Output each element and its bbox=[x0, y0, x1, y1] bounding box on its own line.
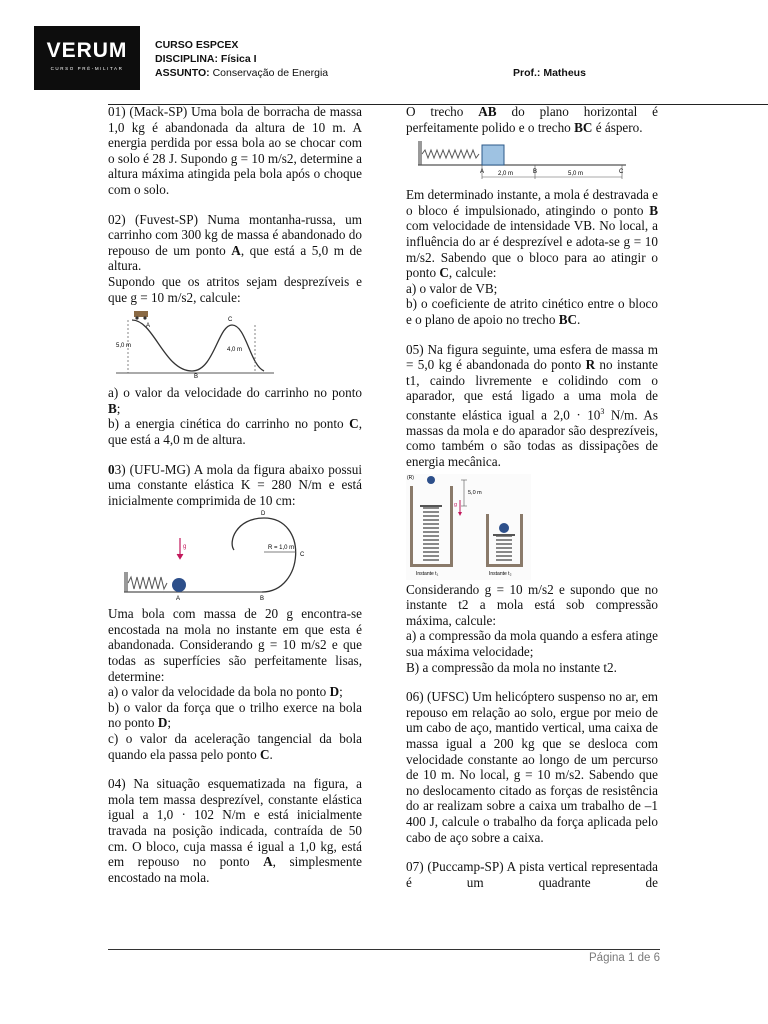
verum-logo bbox=[34, 26, 140, 90]
header-discipline: DISCIPLINA: Física I bbox=[155, 53, 257, 65]
question-4-body: Em determinado instante, a mola é destravada e o bloco é impulsionado, atingindo o ponto B com velocidade de intensidade VB. No local, a influência do ar é desprezível e adota-se g = 10 m/s2. Sabendo que o bloco para ao atingir o ponto C, calcule: bbox=[406, 187, 658, 281]
question-4-intro: 04) Na situação esquematizada na figura, a mola tem massa desprezível, constante elástica igual a 1,0 · 102 N/m e está inicialmente travada na posição indicada, contraída de 50 cm. O bloco, cuja massa é igual a 1,0 kg, está em repouso no ponto A, simplesmente encostado na mola. bbox=[108, 776, 362, 885]
logo-name: VERUM bbox=[46, 39, 128, 62]
point-a-label: A bbox=[480, 169, 485, 176]
question-2-hypothesis: Supondo que os atritos sejam desprezíveis e que g = 10 m/s2, calcule: bbox=[108, 273, 362, 305]
spring-loop-figure bbox=[124, 510, 362, 602]
question-5-intro: 05) Na figura seguinte, uma esfera de massa m = 5,0 kg é abandonada do ponto R no instante t1, caindo livremente e colidindo com o aparador, que está ligado a uma mola de constante elástica igual a $2,0 \cdot 10^3$ N/m. As massas da mola e do aparador são desprezíveis, como também o são todas as dissipações de energia mecânica. bbox=[406, 341, 659, 470]
point-b-label: B bbox=[194, 374, 199, 380]
question-2-item-a: a) o valor da velocidade do carrinho no ponto B; bbox=[108, 385, 362, 416]
question-4-item-a: a) o valor de VB; bbox=[406, 280, 498, 296]
header-course: CURSO ESPCEX bbox=[155, 39, 239, 51]
right-column bbox=[406, 104, 658, 890]
radius-label: R = 1,0 m bbox=[268, 545, 295, 552]
point-c-label: C bbox=[228, 317, 233, 324]
left-column bbox=[108, 104, 362, 899]
question-4-item-b: b) o coeficiente de atrito cinético entre o bloco e o plano de apoio no trecho BC. bbox=[406, 296, 658, 327]
question-3-item-b: b) o valor da força que o trilho exerce na bola no ponto D; bbox=[108, 699, 362, 731]
question-3-intro: 03) (UFU-MG) A mola da figura abaixo possui uma constante elástica K = 280 N/m e está inicialmente comprimida de 10 cm: bbox=[108, 461, 362, 508]
gravity-label: g bbox=[183, 544, 187, 551]
gravity-label: g bbox=[454, 501, 458, 508]
question-2-intro: 02) (Fuvest-SP) Numa montanha-russa, um carrinho com 300 kg de massa é abandonado do repouso de um ponto A, que está a 5,0 m de altura. bbox=[108, 211, 363, 274]
spring-block-figure bbox=[418, 139, 658, 183]
question-3-item-a: a) o valor da velocidade da bola no ponto D; bbox=[108, 684, 343, 700]
header-subject: ASSUNTO: Conservação de Energia bbox=[155, 67, 329, 79]
footer-rule bbox=[108, 949, 660, 950]
question-3-body: Uma bola com massa de 20 g encontra-se encostada na mola no instante em que esta é abandonada. Considerando g = 10 m/s2 e que todas as superfícies são perfeitamente lisas, determine: bbox=[108, 606, 362, 684]
distance-bc-label: 5,0 m bbox=[568, 171, 584, 178]
question-7: 07) (Puccamp-SP) A pista vertical representada é um quadrante de bbox=[406, 859, 658, 890]
question-1: 01) (Mack-SP) Uma bola de borracha de massa 1,0 kg é abandonada da altura de 10 m. A energia perdida por essa bola ao se chocar com o solo é 28 J. Supondo g = 10 m/s2, determine a altura máxima atingida pela bola após o choque com o solo. bbox=[108, 104, 362, 197]
question-4-track: O trecho AB do plano horizontal é perfeitamente polido e o trecho BC é áspero. bbox=[406, 104, 658, 135]
point-a-label: A bbox=[176, 596, 181, 603]
header-professor: Prof.: Matheus bbox=[513, 67, 586, 79]
point-d-label: D bbox=[261, 511, 266, 518]
falling-sphere-figure bbox=[406, 474, 658, 580]
question-5-item-b: B) a compressão da mola no instante t2. bbox=[406, 659, 617, 675]
page-number: Página 1 de 6 bbox=[589, 952, 660, 964]
instant-t2-label: Instante t₂ bbox=[489, 570, 512, 577]
distance-ab-label: 2,0 m bbox=[498, 171, 514, 178]
point-r-label: (R) bbox=[407, 474, 414, 481]
point-c-label: C bbox=[619, 169, 624, 176]
question-6: 06) (UFSC) Um helicóptero suspenso no ar, em repouso em relação ao solo, ergue por meio de um cabo de aço, mantido vertical, uma caixa de massa igual a 200 kg que se desloca com velocidade constante ao longo de um percurso de 10 m. No local, g = 10 m/s2. Sabendo que no deslocamento citado as forças de resistência do ar realizam sobre a caixa um trabalho de –1 400 J, calcule o trabalho da força aplicada pelo cabo de aço sobre a caixa. bbox=[406, 689, 658, 845]
question-2-item-b: b) a energia cinética do carrinho no ponto C, que está a 4,0 m de altura. bbox=[108, 416, 362, 447]
height-label: 5,0 m bbox=[468, 489, 482, 496]
roller-coaster-figure bbox=[114, 307, 362, 379]
instant-t1-label: Instante t₁ bbox=[416, 570, 439, 577]
height-a-label: 5,0 m bbox=[116, 343, 132, 350]
logo-tagline: CURSO PRÉ-MILITAR bbox=[50, 66, 124, 71]
point-b-label: B bbox=[260, 596, 265, 603]
point-a-label: A bbox=[146, 323, 151, 330]
point-b-label: B bbox=[533, 169, 538, 176]
point-c-label: C bbox=[300, 552, 305, 559]
question-5-item-a: a) a compressão da mola quando a esfera atinge sua máxima velocidade; bbox=[406, 628, 658, 660]
question-5-body: Considerando g = 10 m/s2 e supondo que no instante t2 a mola está sob compressão máxima, calcule: bbox=[406, 581, 658, 628]
height-c-label: 4,0 m bbox=[227, 347, 243, 354]
question-3-item-c: c) o valor da aceleração tangencial da bola quando ela passa pelo ponto C. bbox=[108, 731, 362, 762]
